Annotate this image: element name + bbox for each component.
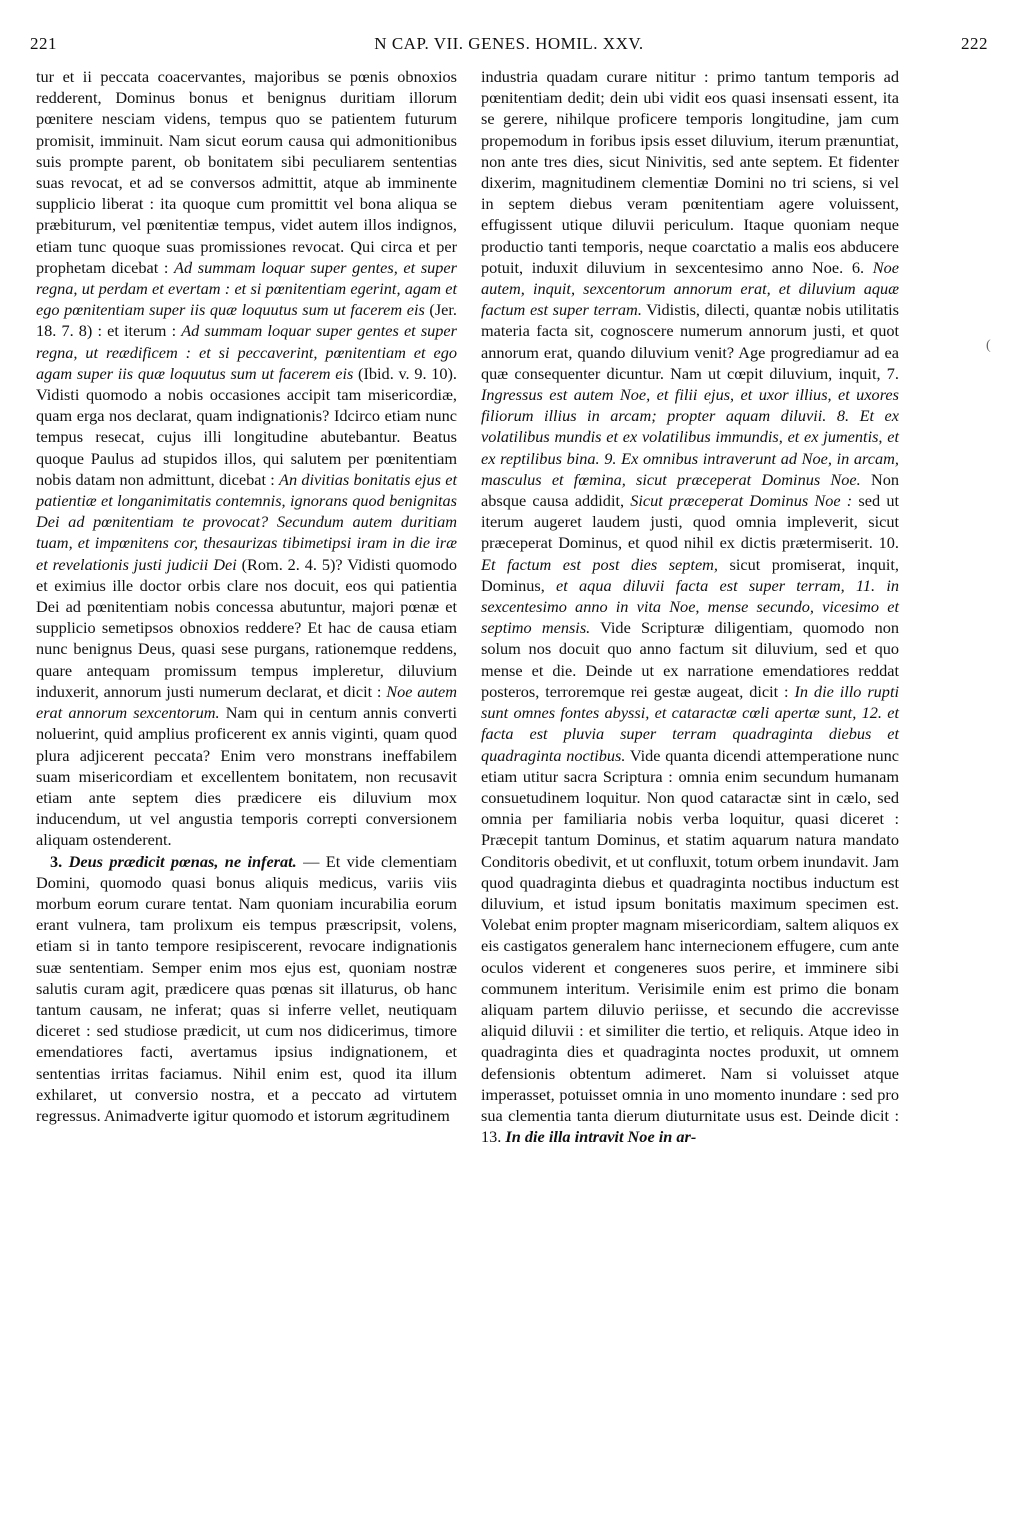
text-run: Vidistis, dilecti, quantæ nobis utilitatis materia facta sit, cognoscere numerum annorum justi, et quot annorum erat, quando diluvium venit? Age progrediamur ad ea quæ consequenter dicuntur. Nam ut cœpit diluvium, inquit, 7. <box>481 300 899 383</box>
section-number: 3. <box>50 851 69 871</box>
scripture-quote: An divitias bonitatis ejus et patientiæ et longanimitatis contemnis, ignorans quod benignitas Dei ad pœnitentiam te provocat? Secundum autem duritiam tuam, et impœnitens cor, thesaurizas tibimetipsi iram in die iræ et revelationis justi judicii Dei <box>36 469 457 574</box>
text-run: Non absque causa addidit, <box>481 469 899 511</box>
scripture-quote: Ad summam loquar super gentes et super regna, ut reædificem : et si peccaverint, pœnitentiam et ego agam super iis quæ loquutus sum ut facerem eis <box>36 321 457 383</box>
text-run: Vide Scripturæ diligentiam, quomodo non solum nos docuit quo anno factum sit diluvium, sed et quo mense et die. Deinde ut ex narratione emendatiores reddat posteros, terroremque rei gestæ augeat, dicit : <box>481 618 900 701</box>
text-run: (Jer. 18. 7. 8) : et iterum : <box>36 300 458 341</box>
scripture-quote: Ingressus est autem Noe, et filii ejus, et uxor illius, et uxores filiorum illius in arcam; propter aquam diluvii. 8. Et ex volatilibus mundis et ex volatilibus immundis, et ex jumentis, et ex reptilibus bina. 9. Ex omnibus intraverunt ad Noe, in arcam, masculus et fœmina, sicut præceperat Dominus Noe. <box>481 385 899 489</box>
paragraph <box>36 851 457 1127</box>
text-run: Vide quanta dicendi attemperatione nunc etiam utitur sacra Scriptura : omnia enim secundum humanam consuetudinem loquitur. Non quod cataractæ sint in cælo, sed omnia per familiaria nobis verba loquitur, quasi diceret : Præcepit tantum Dominus, et statim aquarum natura mandato Conditoris obedivit, et ut confluxit, totum orbem inundavit. Jam quod quadraginta diebus et quadraginta noctibus inductum est diluvium, et istud ipsum bonitatis maximum specimen est. Volebat enim propter magnam misericordiam, saltem aliquos ex eis castigatos generalem hanc internecionem effugere, cum ante oculos viderent et congeneres suos perire, et imminere sibi communem interitum. Verisimile enim est primo die bonam aliquam partem diluvio periisse, et secundo die accrevisse aliquid diluvii : et similiter die tertio, et reliquis. Atque ideo in quadraginta dies et quadraginta noctes produxit, ut omnem defensionis obtentum adimeret. Nam si voluisset atque imperasset, potuisset omnia in uno momento inundare : sed pro sua clementia tanta dierum diuturnitate usus est. Deinde dicit : 13. <box>481 745 899 1147</box>
section-heading: Deus prædicit pœnas, ne inferat. <box>68 851 297 871</box>
running-title: N CAP. VII. GENES. HOMIL. XXV. <box>374 34 644 53</box>
scripture-quote: Noe autem, inquit, sexcentorum annorum erat, et diluvium aquæ factum est super terram. <box>481 257 899 320</box>
right-column <box>481 66 899 1147</box>
page-number-left: 221 <box>30 34 57 53</box>
text-run: tur et ii peccata coacervantes, majoribus se pœnis obnoxios redderent, Dominus bonus et benignus duritiam illorum pœnitere nesciam videns, tempus quo se patientem futurum promisit, imminuit. Nam sicut eorum causa qui admonitionibus suis prompte parent, ob bonitatem sibi peculiarem sententias suas revocat, et ad se conversos admittit, atque ab imminente supplicio liberat : ita quoque cum promittit vel bona aliqua se præbiturum, vel pœnitentiæ tempus, videt autem illos indignos, etiam tunc quoque suas promissiones revocat. Qui circa et per prophetam dicebat : <box>36 67 457 277</box>
scripture-quote: Ad summam loquar super gentes, et super regna, ut perdam et evertam : et si pœnitentiam egerint, agam et ego pœnitentiam super iis quæ loquutus sum ut facerem eis <box>36 257 457 320</box>
text-run: sed ut iterum augeret laudem justi, quod omnia impleverit, sicut præceperat Dominus, et quod nihil ex dictis prætermiserit. 10. <box>481 491 900 553</box>
scripture-quote: Et factum est post dies septem, <box>481 554 718 574</box>
scripture-quote: Noe autem erat annorum sexcentorum. <box>36 681 457 723</box>
text-run: industria quadam curare nititur : primo tantum temporis ad pœnitentiam dedit; dein ubi vidit eos quasi insensati essent, ita se gerere, nihilque proficere temporis longitudine, jam cum propemodum in foribus ipsis esset diluvium, iterum prænuntiat, non ante tres dies, sicut Ninivitis, sed ante septem. Et fidenter dixerim, magnitudinem clementiæ Domini no tri sciens, si vel in septem diebus veram pœnitentiam agere voluissent, effugissent utique diluvii periculum. Itaque quoniam neque productio tanti temporis, neque coarctatio a malis eos abducere potuit, induxit diluvium in sexcentesimo anno Noe. 6. <box>481 67 899 277</box>
page-number-right: 222 <box>961 34 988 53</box>
scripture-quote: Sicut præceperat Dominus Noe : <box>630 491 853 511</box>
scripture-quote: In die illa intravit Noe in ar- <box>505 1127 697 1147</box>
margin-mark: ( <box>986 338 991 353</box>
text-run: (Rom. 2. 4. 5)? Vidisti quomodo et eximius ille doctor orbis clare nos docuit, eos qui patientia Dei ad pœnitentiam nobis concessa abutuntur, majori pœnæ et supplicio semetipsos obnoxios reddere? Et hac de causa etiam nunc benignus Deus, quasi sese purgans, rationemque reddens, quare antequam promissum tempus impleretur, diluvium induxerit, annorum justi numerum declarat, et dicit : <box>36 554 457 701</box>
left-column <box>36 66 457 1126</box>
scripture-quote: et aqua diluvii facta est super terram, 11. in sexcentesimo anno in vita Noe, mense secundo, vicesimo et septimo mensis. <box>481 575 899 638</box>
paragraph <box>481 66 899 1147</box>
paragraph <box>36 66 457 851</box>
text-run: (Ibid. v. 9. 10). Vidisti quomodo a nobis occasiones accipit tam misericordiæ, quam erga nos declarat, quam indignationis? Idcirco etiam nunc tempus resecat, cujus illi longitudine abutebantur. Beatus quoque Paulus ad stupidos illos, qui salutem per pœnitentiam nobis datam non admittunt, dicebat : <box>36 363 457 489</box>
text-run: Nam qui in centum annis converti noluerint, quid amplius proficerent ex annis viginti, quam quod plura adjicerent peccata? Enim vero monstrans ineffabilem suam misericordiam et excellentem bonitatem, non recusavit etiam ante septem dies prædicere eis diluvium mox inducendum, ut vel angustia temporis correpti conversionem aliquam ostenderent. <box>36 703 457 850</box>
text-run: — Et vide clementiam Domini, quomodo quasi bonus aliquis medicus, variis viis morbum eorum curare tentat. Nam quoniam incurabilia eorum erant vulnera, tam prolixum eis tempus præscripsit, volens, etiam si in tanto tempore resipiscerent, revocare indignationis suæ sententiam. Semper enim mos ejus est, quoniam nostræ salutis curam agit, prædicere quas pœnas sit illaturus, ob hanc tantum causam, ne inferat; quas si inferre vellet, neutiquam diceret : sed studiose prædicit, ut cum nos didicerimus, timore emendatiores facti, avertamus ipsius indignationem, et sententias irritas faciamus. Nihil enim est, quod ita illum exhilaret, ut conversio nostra, et a peccato ad virtutem regressus. Animadverte igitur quomodo et istorum ægritudinem <box>36 851 457 1125</box>
scripture-quote: In die illo rupti sunt omnes fontes abyssi, et cataractæ cœli apertæ sunt, 12. et facta est pluvia super terram quadraginta diebus et quadraginta noctibus. <box>481 681 899 765</box>
text-run: sicut promiserat, inquit, Dominus, <box>481 554 899 595</box>
page-header <box>30 34 988 64</box>
